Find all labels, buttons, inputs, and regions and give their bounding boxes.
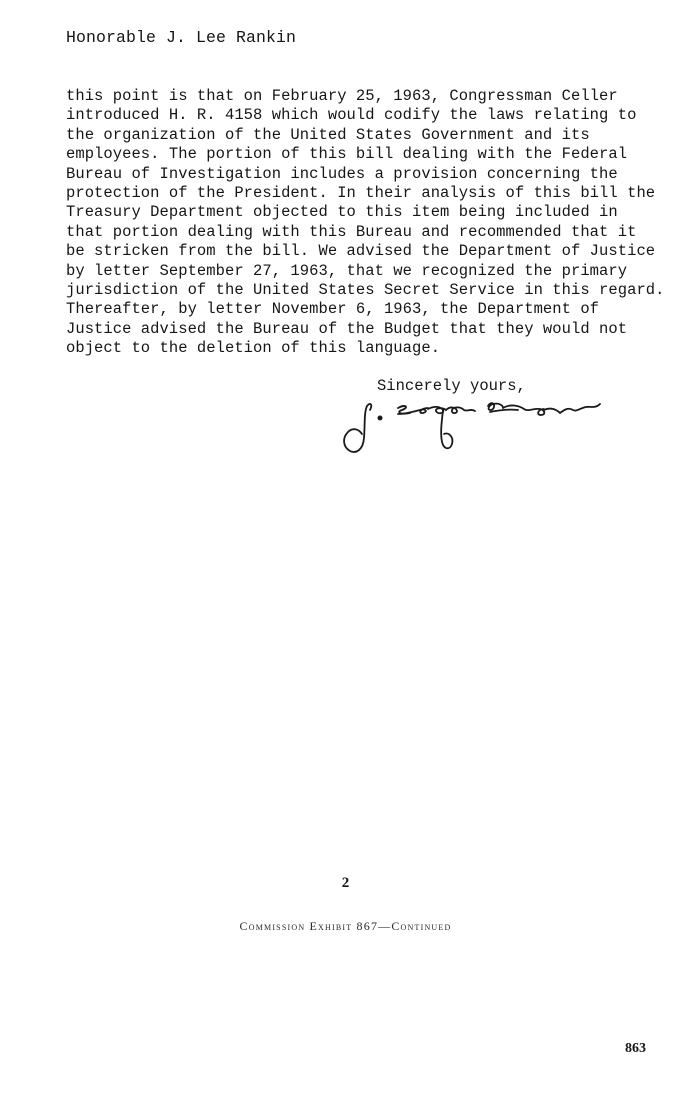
handwritten-signature: [340, 396, 615, 464]
body-line: protection of the President. In their analysis of this bill the: [66, 184, 656, 203]
body-line: Justice advised the Bureau of the Budget that they would not: [66, 319, 628, 338]
body-line: by letter September 27, 1963, that we recognized the primary: [66, 261, 628, 280]
body-line: introduced H. R. 4158 which would codify the laws relating to: [66, 106, 637, 125]
page-number: 2: [341, 875, 350, 891]
body-line: jurisdiction of the United States Secret Service in this regard.: [66, 281, 665, 300]
exhibit-caption: Commission Exhibit 867—Continued: [239, 919, 452, 933]
body-line: that portion dealing with this Bureau and recommended that it: [66, 222, 637, 241]
body-line: Treasury Department objected to this item being included in: [66, 203, 618, 222]
body-line: Thereafter, by letter November 6, 1963, the Department of: [66, 300, 600, 319]
body-line: this point is that on February 25, 1963, Congressman Celler: [66, 87, 618, 105]
body-line: employees. The portion of this bill dealing with the Federal: [66, 145, 628, 164]
body-line: object to the deletion of this language.: [66, 339, 441, 358]
body-line: the organization of the United States Government and its: [66, 125, 590, 144]
body-line: Bureau of Investigation includes a provision concerning the: [66, 164, 618, 183]
letter-header: Honorable J. Lee Rankin: [66, 28, 297, 47]
letter-body: [66, 87, 665, 359]
closing-salutation: Sincerely yours,: [377, 377, 526, 395]
body-line: be stricken from the bill. We advised the Department of Justice: [66, 242, 656, 261]
volume-page-number: 863: [625, 1041, 646, 1056]
